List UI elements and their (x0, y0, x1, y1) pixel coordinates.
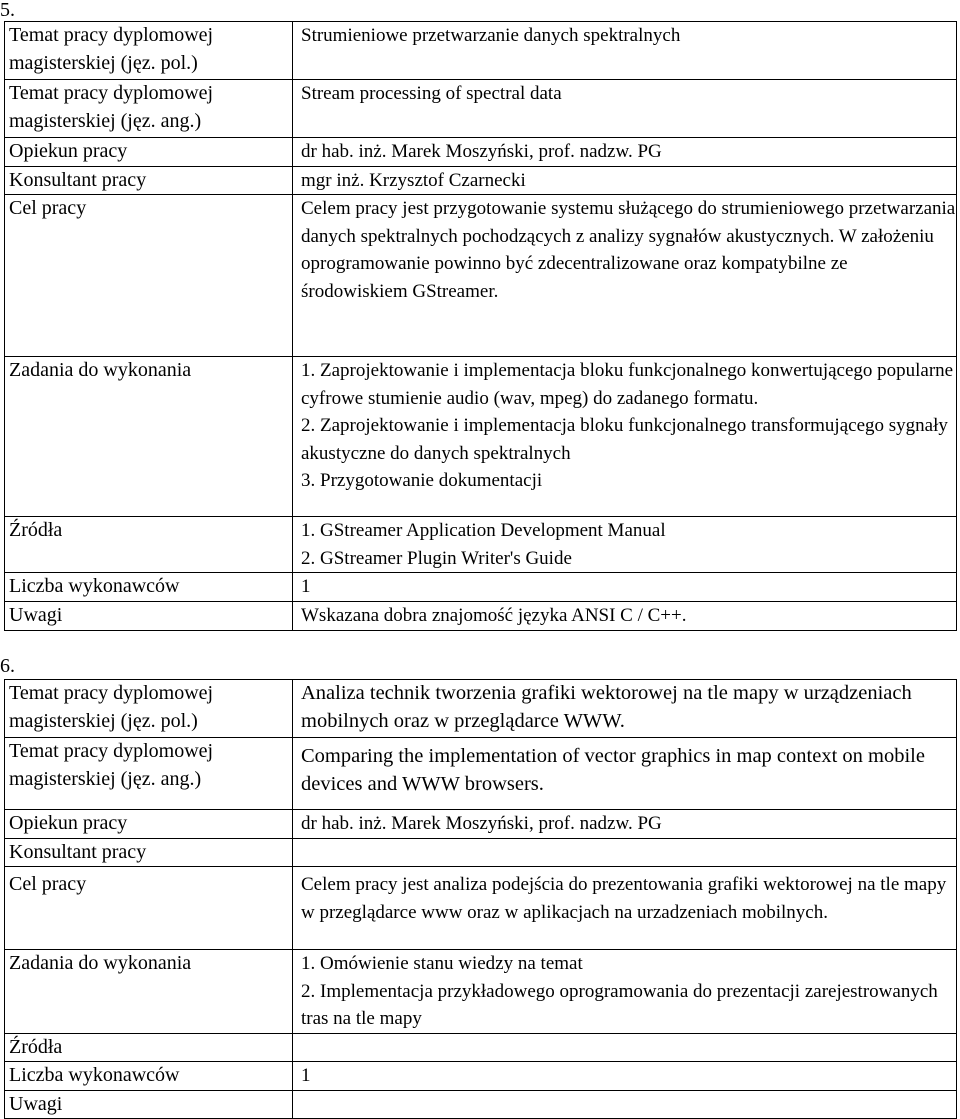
row-supervisor (5, 810, 957, 839)
row-goal (5, 867, 957, 950)
task-item: 1. Omówienie stanu wiedzy na temat (301, 953, 583, 974)
value-sources (293, 517, 957, 573)
label-goal: Cel pracy (5, 195, 293, 357)
source-item: 2. GStreamer Plugin Writer's Guide (301, 547, 572, 569)
row-title-en (5, 738, 957, 810)
label-supervisor: Opiekun pracy (5, 138, 293, 167)
entry-number: 6. (0, 655, 15, 677)
row-sources (5, 517, 957, 573)
row-count (5, 1062, 957, 1091)
task-item: 2. Implementacja przykładowego oprogramowania do prezentacji zarejestrowanych tras na tle mapy (301, 980, 938, 1029)
row-tasks (5, 357, 957, 517)
task-item: 2. Zaprojektowanie i implementacja bloku funkcjonalnego transformującego sygnały akustyczne do danych spektralnych (301, 415, 948, 464)
thesis-table-6 (4, 679, 957, 1119)
task-item: 1. Zaprojektowanie i implementacja bloku funkcjonalnego konwertującego popularne cyfrowe stumienie audio (wav, mpeg) do zadanego formatu. (301, 360, 954, 409)
label-consultant: Konsultant pracy (5, 166, 293, 195)
value-notes: Wskazana dobra znajomość języka ANSI C / C++. (293, 601, 957, 630)
row-consultant (5, 838, 957, 867)
row-title-pl (5, 22, 957, 80)
value-title-en: Comparing the implementation of vector graphics in map context on mobile devices and WWW browsers. (293, 738, 957, 810)
label-title-en: Temat pracy dyplomowej magisterskiej (jęz. ang.) (5, 738, 293, 810)
entry-number: 5. (0, 0, 15, 21)
task-item: 3. Przygotowanie dokumentacji (301, 470, 543, 491)
row-title-pl (5, 680, 957, 738)
value-goal: Celem pracy jest analiza podejścia do prezentowania grafiki wektorowej na tle mapy w przeglądarce www oraz w aplikacjach na urzadzeniach mobilnych. (293, 867, 957, 950)
label-tasks: Zadania do wykonania (5, 950, 293, 1034)
row-sources (5, 1033, 957, 1062)
value-tasks (293, 357, 957, 517)
label-count: Liczba wykonawców (5, 573, 293, 602)
value-tasks (293, 950, 957, 1034)
label-title-pl: Temat pracy dyplomowej magisterskiej (jęz. pol.) (5, 680, 293, 738)
row-supervisor (5, 138, 957, 167)
row-notes (5, 1090, 957, 1119)
thesis-table-5 (4, 21, 957, 631)
label-supervisor: Opiekun pracy (5, 810, 293, 839)
value-consultant: mgr inż. Krzysztof Czarnecki (293, 166, 957, 195)
value-goal: Celem pracy jest przygotowanie systemu służącego do strumieniowego przetwarzania danych spektralnych pochodzących z analizy sygnałów akustycznych. W założeniu oprogramowanie powinno być zdecentralizowane oraz kompatybilne ze środowiskiem GStreamer. (293, 195, 957, 357)
source-item: 1. GStreamer Application Development Manual (301, 520, 666, 541)
label-notes: Uwagi (5, 601, 293, 630)
value-supervisor: dr hab. inż. Marek Moszyński, prof. nadzw. PG (293, 810, 957, 839)
label-count: Liczba wykonawców (5, 1062, 293, 1091)
row-consultant (5, 166, 957, 195)
row-tasks (5, 950, 957, 1034)
label-sources: Źródła (5, 517, 293, 573)
value-notes (293, 1090, 957, 1119)
value-sources (293, 1033, 957, 1062)
value-supervisor: dr hab. inż. Marek Moszyński, prof. nadzw. PG (293, 138, 957, 167)
value-count: 1 (293, 1062, 957, 1091)
value-title-en: Stream processing of spectral data (293, 80, 957, 138)
row-count (5, 573, 957, 602)
label-notes: Uwagi (5, 1090, 293, 1119)
value-title-pl: Analiza technik tworzenia grafiki wektorowej na tle mapy w urządzeniach mobilnych oraz w przeglądarce WWW. (293, 680, 957, 738)
row-goal (5, 195, 957, 357)
row-title-en (5, 80, 957, 138)
label-title-pl: Temat pracy dyplomowej magisterskiej (jęz. pol.) (5, 22, 293, 80)
value-consultant (293, 838, 957, 867)
value-count: 1 (293, 573, 957, 602)
value-title-pl: Strumieniowe przetwarzanie danych spektralnych (293, 22, 957, 80)
label-sources: Źródła (5, 1033, 293, 1062)
label-goal: Cel pracy (5, 867, 293, 950)
row-notes (5, 601, 957, 630)
label-tasks: Zadania do wykonania (5, 357, 293, 517)
label-consultant: Konsultant pracy (5, 838, 293, 867)
label-title-en: Temat pracy dyplomowej magisterskiej (jęz. ang.) (5, 80, 293, 138)
